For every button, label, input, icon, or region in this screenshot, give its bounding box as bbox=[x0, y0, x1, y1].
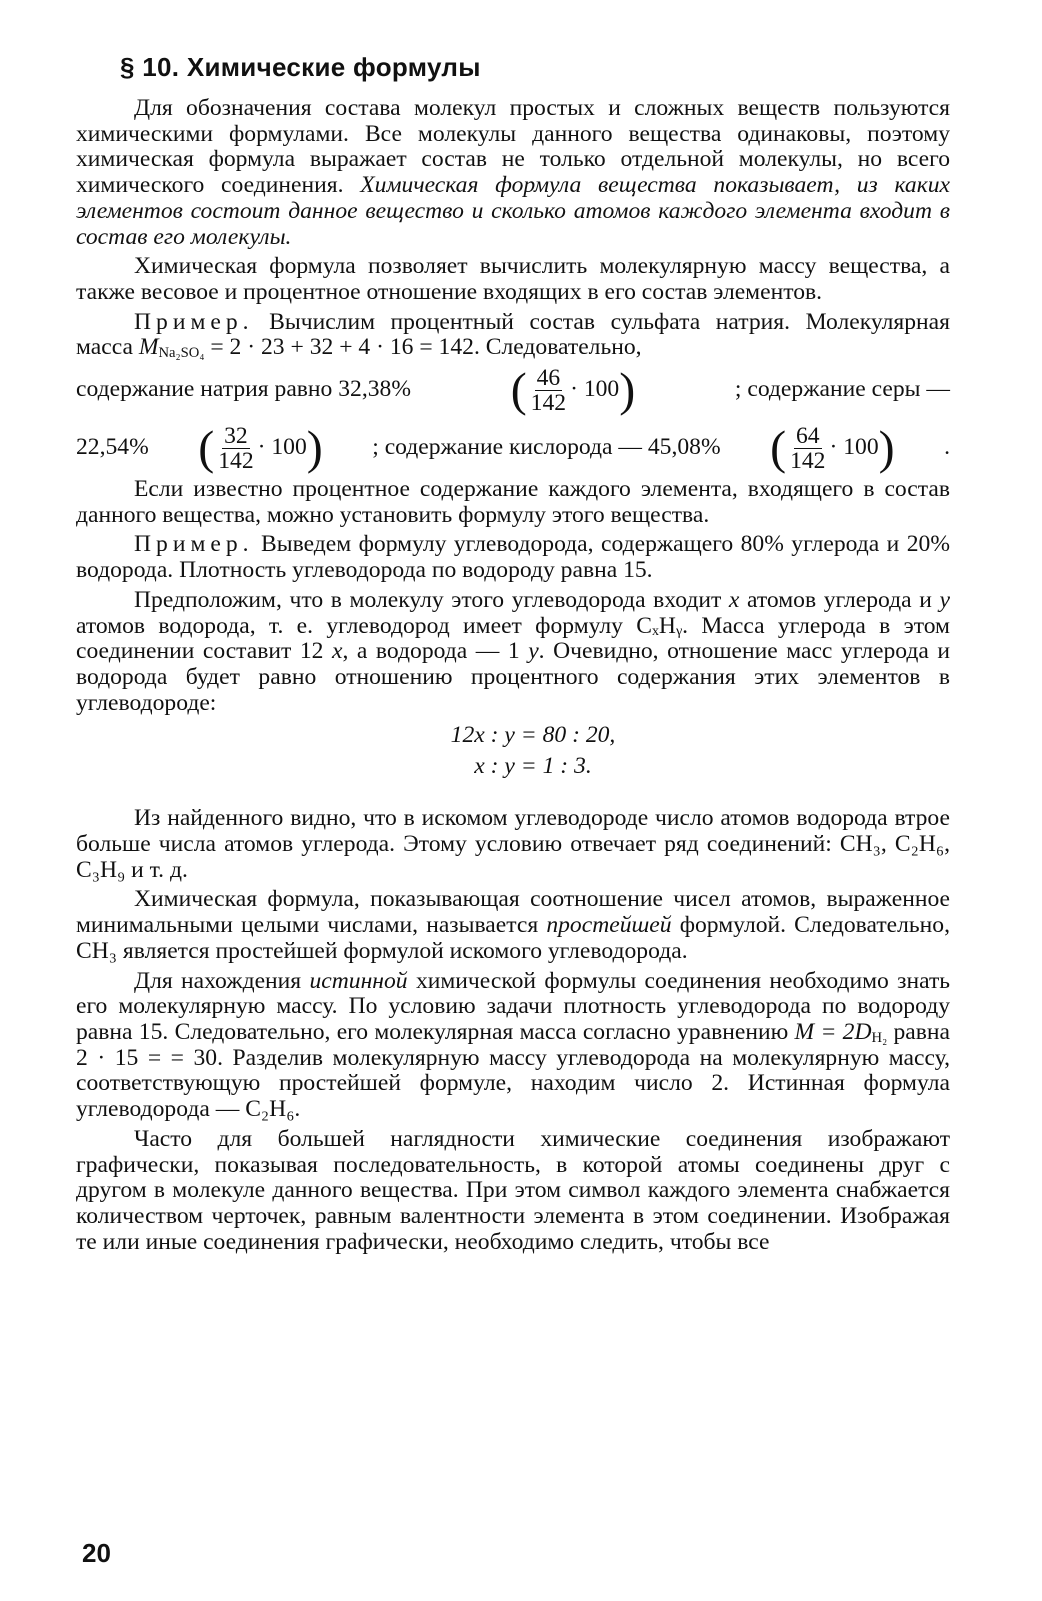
formula-line-sulfur-oxygen: 22,54% ( $\frac{32}{142}$ · 100) ; содержание кислорода — 45,08% ( $\frac{64}{142}$ · 100) . bbox=[76, 421, 950, 475]
paragraph-7: Из найденного видно, что в искомом углеводороде число атомов водорода втрое больше числа атомов углерода. Этому условию отвечает ряд соединений: CH₃, C₂H₆, C₃H₉ и т. д. bbox=[76, 805, 950, 883]
fraction-oxygen: $\frac{64}{142}$ bbox=[790, 422, 826, 474]
density-equation: M = 2D bbox=[794, 1018, 872, 1045]
paragraph-8: Химическая формула, показывающая соотношение чисел атомов, выраженное минимальными целыми числами, называется простейшей формулой. Следовательно, CH₃ является простейшей формулой искомого углеводорода. bbox=[76, 886, 950, 964]
fraction-sulfur: $\frac{32}{142}$ bbox=[218, 422, 254, 474]
page-number: 20 bbox=[82, 1538, 111, 1568]
equation-1: 12x : y = 80 : 20, bbox=[450, 722, 616, 749]
fraction-expression-sulfur: ( $\frac{32}{142}$ · 100) bbox=[198, 421, 323, 475]
formula-line-sodium: содержание натрия равно 32,38% ( $\frac{46}{142}$ · 100) ; содержание серы — bbox=[76, 363, 950, 417]
fraction-expression-sodium: ( $\frac{46}{142}$ · 100) bbox=[510, 363, 636, 417]
section-heading: § 10. Химические формулы bbox=[120, 52, 481, 82]
example-label: Пример. bbox=[134, 531, 254, 558]
molar-mass-symbol: M bbox=[138, 334, 159, 361]
term-simplest: простейшей bbox=[546, 912, 672, 939]
paragraph-4: Если известно процентное содержание каждого элемента, входящего в состав данного вещества, можно установить формулу этого вещества. bbox=[76, 476, 950, 528]
paragraph-9: Для нахождения истинной химической формулы соединения необходимо знать его молекулярную массу. По условию задачи плотность углеводорода по водороду равна 15. Следовательно, его молекулярная масса согласно уравнению $M = 2D_{H_2}$ равна 2 · 15 = = 30. Разделив молекулярную массу углеводорода на молекулярную массу, соответствующую простейшей формуле, находим число 2. Истинная формула углеводорода — C₂H₆. bbox=[76, 967, 951, 1123]
formula-cxhy: CₓHᵧ bbox=[636, 612, 683, 639]
paragraph-example-1: Пример. Вычислим процентный состав сульфата натрия. Молекулярная масса $M_{Na_2SO_4} = 2 \cdot 23 + 32 + 4 \cdot 16 = 142$. Следовательно, bbox=[76, 308, 950, 362]
paragraph-1 bbox=[76, 96, 950, 250]
paragraph-2: Химическая формула позволяет вычислить молекулярную массу вещества, а также весовое и процентное отношение входящих в его состав элементов. bbox=[76, 253, 950, 305]
page-body bbox=[76, 96, 950, 1255]
paragraph-1-text: Для обозначения состава молекул простых и сложных веществ пользуются химическими формулами. Все молекулы данного вещества одинаковы, поэтому химическая формула выражает состав не только отдельной молекулы, но всего химического соединения. bbox=[76, 95, 950, 199]
fraction-expression-oxygen: ( $\frac{64}{142}$ · 100) bbox=[770, 421, 895, 475]
term-true: истинной bbox=[309, 967, 408, 994]
paragraph-6: Предположим, что в молекулу этого углеводорода входит x атомов углерода и y атомов водорода, т. е. углеводород имеет формулу CₓHᵧ. Масса углерода в этом соединении составит 12 x, а водорода — 1 y. Очевидно, отношение масс углерода и водорода будет равно отношению процентного содержания этих элементов в углеводороде: bbox=[76, 586, 950, 716]
paragraph-1-definition: Химическая формула вещества показывает, из каких элементов состоит данное вещество и сколько атомов каждого элемента входит в состав его молекулы. bbox=[76, 172, 950, 250]
paragraph-example-2: Пример. Выведем формулу углеводорода, содержащего 80% углерода и 20% водорода. Плотность углеводорода по водороду равна 15. bbox=[76, 531, 950, 584]
equation-block bbox=[76, 720, 950, 782]
fraction-sodium: $\frac{46}{142}$ bbox=[530, 364, 567, 416]
equation-2: x : y = 1 : 3. bbox=[474, 753, 592, 780]
paragraph-10: Часто для большей наглядности химические соединения изображают графически, показывая последовательность, в которой атомы соединены друг с другом в молекуле данного вещества. При этом символ каждого элемента снабжается количеством черточек, равным валентности элемента в этом соединении. Изображая те или иные соединения графически, необходимо следить, чтобы все bbox=[76, 1125, 950, 1255]
example-label: Пример. bbox=[134, 308, 254, 335]
molar-mass-subscript: Na₂SO₄ bbox=[158, 345, 205, 362]
